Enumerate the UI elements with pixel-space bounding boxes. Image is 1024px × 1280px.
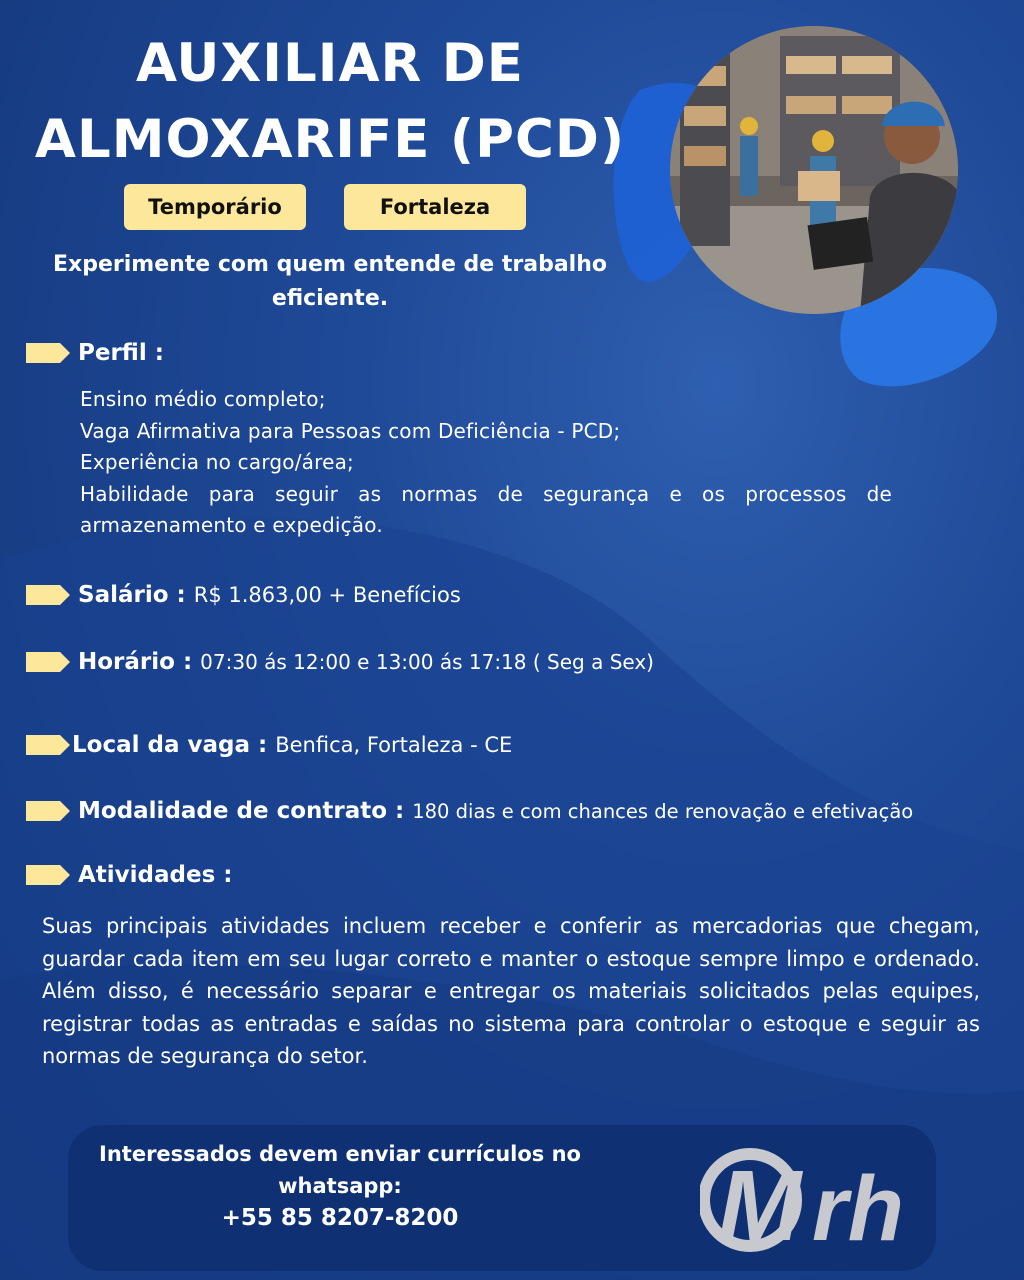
warehouse-photo xyxy=(670,26,958,314)
atividades-text: Suas principais atividades incluem receber e conferir as mercadorias que chegam, guardar cada item em seu lugar correto e manter o estoque sempre limpo e ordenado. Além disso, é necessário separar e entregar os materiais solicitados pelas equipes, registrar todas as entradas e saídas no sistema para controlar o estoque e seguir as normas de segurança do setor. xyxy=(42,914,980,1068)
list-item: Ensino médio completo; xyxy=(80,387,326,411)
svg-text:rh: rh xyxy=(812,1158,904,1255)
modalidade-value: 180 dias e com chances de renovação e efetivação xyxy=(412,799,914,823)
page-title: AUXILIAR DE ALMOXARIFE (PCD) xyxy=(34,33,626,170)
whatsapp-phone[interactable]: +55 85 8207-8200 xyxy=(221,1205,459,1231)
arrow-bullet-icon xyxy=(26,343,70,363)
arrow-bullet-icon xyxy=(26,865,70,885)
tag-city: Fortaleza xyxy=(344,184,526,230)
arrow-bullet-icon xyxy=(26,735,70,755)
local-label: Local da vaga : xyxy=(72,732,268,758)
local-value: Benfica, Fortaleza - CE xyxy=(275,733,513,757)
salario-value: R$ 1.863,00 + Benefícios xyxy=(193,583,461,607)
section-modalidade xyxy=(26,798,913,824)
section-perfil xyxy=(26,340,172,366)
mrh-logo xyxy=(700,1145,930,1255)
perfil-label: Perfil : xyxy=(78,340,164,366)
arrow-bullet-icon xyxy=(26,652,70,672)
cta-text: Interessados devem enviar currículos no whatsapp: +55 85 8207-8200 xyxy=(90,1138,590,1234)
tag-contract-type: Temporário xyxy=(124,184,306,230)
modalidade-label: Modalidade de contrato : xyxy=(78,798,405,824)
list-item: Habilidade para seguir as normas de segurança e os processos de armazenamento e expedição. xyxy=(80,481,892,537)
arrow-bullet-icon xyxy=(26,585,70,605)
section-salario xyxy=(26,582,461,608)
tagline: Experimente com quem entende de trabalho eficiente. xyxy=(53,252,607,311)
list-item: Experiência no cargo/área; xyxy=(80,450,354,474)
perfil-list xyxy=(80,384,892,542)
svg-text:M: M xyxy=(718,1150,802,1255)
horario-label: Horário : xyxy=(78,649,193,675)
arrow-bullet-icon xyxy=(26,801,70,821)
section-atividades xyxy=(26,862,241,888)
salario-label: Salário : xyxy=(78,582,186,608)
section-local xyxy=(26,732,512,758)
section-horario xyxy=(26,649,654,675)
list-item: Vaga Afirmativa para Pessoas com Deficiência - PCD; xyxy=(80,418,621,443)
atividades-label: Atividades : xyxy=(78,862,233,888)
horario-value: 07:30 ás 12:00 e 13:00 ás 17:18 ( Seg a Sex) xyxy=(200,650,654,674)
